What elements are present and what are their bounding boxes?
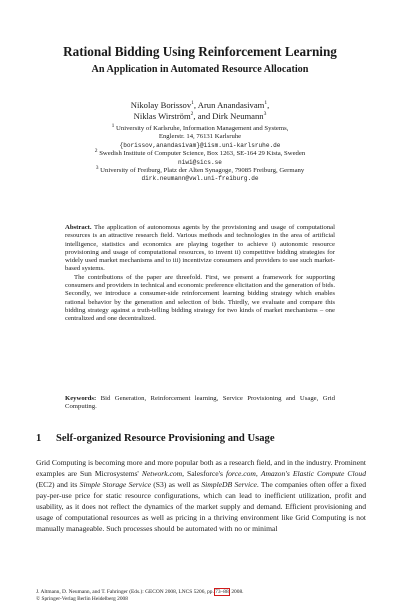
- abstract-paragraph-1: [65, 224, 335, 274]
- page-end: 88: [223, 589, 229, 595]
- author-line-2: [20, 111, 380, 122]
- affiliation-3: [20, 164, 380, 184]
- body-run: , Salesforce's: [182, 468, 227, 478]
- body-run: . The companies often offer a fixed pay-per-use price for static resource configurations, which can lead to inefficient utilization, profit and usability, as it does not reflect the dynamics of the market supply and demand. Efficient provisioning and usage of computational resources as well as pricing in a thriving environment like Grid Computing is not manually manageable. Such processes should be automated with no or minimal: [36, 479, 367, 533]
- abstract: [65, 224, 335, 324]
- body-run: ,: [255, 468, 261, 478]
- body-emphasis: Simple Storage Service: [79, 479, 151, 489]
- affiliation-mark: 3: [95, 164, 99, 171]
- affiliations: [20, 122, 380, 184]
- section-title: Self-organized Resource Provisioning and Usage: [56, 433, 275, 444]
- affiliation-mark: 2: [94, 147, 98, 154]
- affiliation-email[interactable]: {borissov,anandasivam}@iism.uni-karlsruhe.de: [119, 141, 281, 149]
- author-name: Niklas Wirström: [133, 110, 191, 121]
- keywords-label: Keywords:: [65, 395, 97, 402]
- author-list: [20, 100, 380, 121]
- affiliation-line: University of Karlsruhe, Information Management and Systems,: [116, 125, 289, 132]
- page-start: 73: [215, 589, 221, 595]
- citation-text: J. Altmann, D. Neumann, and T. Fahringer (Eds.): GECON 2008, LNCS 5206, pp.: [36, 589, 216, 595]
- affiliation-email[interactable]: dirk.neumann@vwl.uni-freiburg.de: [141, 175, 259, 183]
- body-emphasis: Network.com: [141, 468, 183, 478]
- affiliation-2: [20, 147, 380, 167]
- abstract-text: The application of autonomous agents by the provisioning and usage of computational resources is an attractive research field. Various methods and technologies in the area of artificial intelligence, statistics and economics are playing together to achieve i) autonomic resource provisioning and usage of computational resources, to invent ii) competitive bidding strategies for widely used market mechanisms and to iii) incentivize consumers and providers to use such market-based systems.: [65, 224, 335, 273]
- affiliation-line: University of Freiburg, Platz der Alten Synagoge, 79085 Freiburg, Germany: [100, 167, 305, 175]
- keywords: [65, 395, 335, 412]
- section-heading: [36, 432, 366, 445]
- copyright-line: © Springer-Verlag Berlin Heidelberg 2008: [36, 596, 128, 603]
- section-number: 1: [36, 433, 42, 444]
- author-name: Arun Anandasivam: [197, 100, 265, 110]
- abstract-paragraph-2: The contributions of the paper are threefold. First, we present a framework for supporting consumers and providers in technical and economic preference elicitation and the generation of bids. Secondly, we introduce a consumer-side reinforcement learning bidding strategy which enables rational behavior by the generation and selection of bids. Thirdly, we evaluate and compare this bidding strategy against a truth-telling bidding strategy for two kinds of market mechanisms – one centralized and one decentralized.: [65, 273, 335, 323]
- page-dash: –: [220, 589, 224, 595]
- abstract-label: Abstract.: [65, 224, 92, 231]
- author-affiliation-mark: 2: [190, 110, 194, 117]
- author-affiliation-mark: 3: [263, 110, 267, 117]
- author-affiliation-mark: 1: [264, 100, 268, 107]
- body-emphasis: Amazon's Elastic Compute Cloud: [260, 468, 366, 478]
- body-emphasis: force.com: [226, 468, 256, 478]
- body-emphasis: SimpleDB Service: [201, 479, 257, 489]
- author-affiliation-mark: 1: [191, 100, 194, 107]
- body-text: [36, 458, 366, 535]
- page-footer: [36, 589, 366, 603]
- affiliation-1: [20, 122, 380, 150]
- author-name: Nikolay Borissov: [130, 100, 192, 110]
- body-run: Grid Computing is becoming more and more popular both as a research field, and in the industry. Prominent examples are Sun Microsystems': [36, 458, 366, 478]
- paper-title: Rational Bidding Using Reinforcement Learning: [63, 44, 337, 59]
- keywords-text: Bid Generation, Reinforcement learning, Service Provisioning and Usage, Grid Computing.: [65, 395, 335, 411]
- affiliation-line: Swedish Institute of Computer Science, Box 1263, SE-164 29 Kista, Sweden: [99, 150, 306, 158]
- body-run: (S3) as well as: [150, 479, 202, 489]
- citation-year: , 2008.: [228, 589, 244, 595]
- affiliation-mark: 1: [111, 122, 115, 129]
- affiliation-line: Englerstr. 14, 76131 Karlsruhe: [158, 133, 242, 141]
- body-paragraph: [36, 458, 366, 535]
- affiliation-email[interactable]: niwi@sics.se: [178, 158, 222, 166]
- author-line-1: [20, 100, 380, 111]
- author-separator: ,: [193, 100, 198, 110]
- author-name: Dirk Neumann: [212, 110, 264, 121]
- body-run: (EC2) and its: [36, 479, 80, 489]
- page-range-highlight: [215, 589, 228, 595]
- author-separator: , and: [193, 110, 213, 121]
- paper-subtitle: An Application in Automated Resource Allocation: [91, 64, 309, 75]
- author-separator: ,: [267, 100, 270, 110]
